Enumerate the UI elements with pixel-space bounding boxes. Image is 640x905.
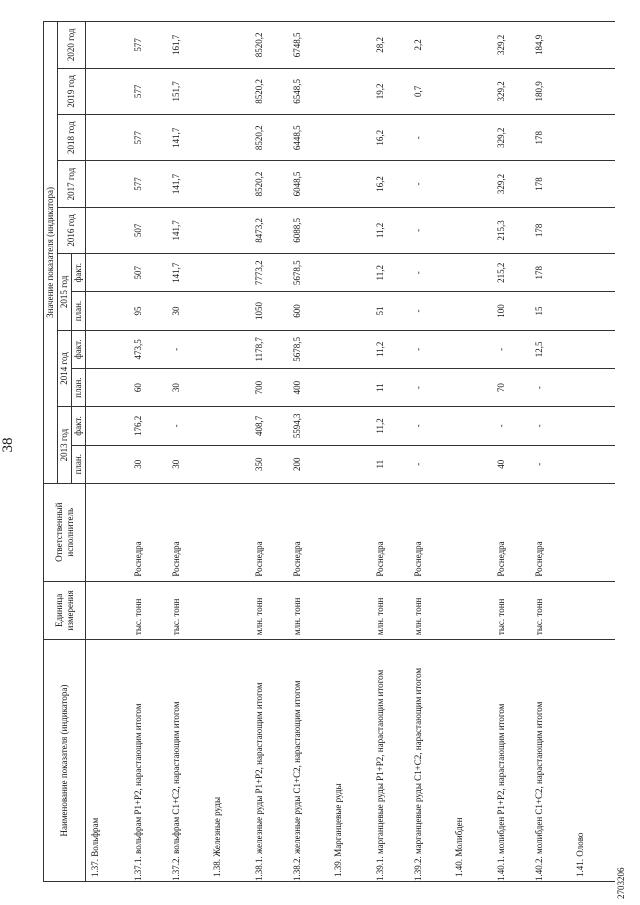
cell-2016: 8473,2 [252,207,291,253]
cell-2016 [450,207,494,253]
cell-2014-plan [329,368,373,406]
cell-2013-fact [450,407,494,445]
cell-2015-fact: 215,2 [494,254,533,292]
row-unit [86,581,131,639]
cell-2013-fact: - [494,407,533,445]
header-year-2016: 2016 год [58,207,86,253]
cell-2013-plan [329,445,373,483]
cell-2013-plan: - [411,445,450,483]
cell-2016: - [411,207,450,253]
header-unit: Единица измерения [44,581,86,639]
cell-2020: 577 [131,22,170,69]
cell-2013-fact: - [411,407,450,445]
cell-2013-fact [86,407,131,445]
cell-2015-fact: 5678,5 [290,254,329,292]
cell-2013-plan [208,445,252,483]
row-responsible: Роснедра [131,483,170,581]
cell-2014-plan: 60 [131,368,170,406]
cell-2014-plan [208,368,252,406]
row-name: 1.38.1. железные руды P1+P2, нарастающим итогом [252,640,291,882]
cell-2014-plan: 11 [373,368,412,406]
cell-2015-plan: 95 [131,292,170,330]
row-unit: тыс. тонн [494,581,533,639]
header-fact: факт. [72,254,86,292]
cell-2014-plan [571,368,615,406]
row-unit [571,581,615,639]
cell-2015-plan: - [411,292,450,330]
cell-2017: 141,7 [169,161,208,207]
cell-2015-fact: 141,7 [169,254,208,292]
cell-2015-plan: 30 [169,292,208,330]
cell-2018: 577 [131,115,170,161]
header-values: Значение показателя (индикатора) [44,22,58,484]
cell-2015-plan [86,292,131,330]
cell-2016 [329,207,373,253]
cell-2015-plan: 51 [373,292,412,330]
cell-2015-fact: 178 [532,254,571,292]
row-responsible [86,483,131,581]
cell-2019: 151,7 [169,68,208,114]
table-row [494,22,533,882]
row-name: 1.38. Железные руды [208,640,252,882]
row-name: 1.39.2. марганцевые руды C1+C2, нарастающим итогом [411,640,450,882]
cell-2014-plan: 30 [169,368,208,406]
cell-2019 [86,68,131,114]
cell-2018 [450,115,494,161]
table-row [532,22,571,882]
cell-2015-plan [450,292,494,330]
header-responsible: Ответственный исполнитель [44,483,86,581]
cell-2015-fact [208,254,252,292]
cell-2017: 178 [532,161,571,207]
cell-2013-plan: - [532,445,571,483]
cell-2015-plan [329,292,373,330]
row-name: 1.37.1. вольфрам P1+P2, нарастающим итогом [131,640,170,882]
header-year-2014: 2014 год [58,330,72,407]
table-row [290,22,329,882]
cell-2013-plan [571,445,615,483]
cell-2018 [329,115,373,161]
row-unit [208,581,252,639]
header-year-2013: 2013 год [58,407,72,484]
row-unit [450,581,494,639]
row-unit: тыс. тонн [169,581,208,639]
cell-2019: 0,7 [411,68,450,114]
cell-2016 [208,207,252,253]
header-fact: факт. [72,407,86,445]
cell-2014-fact: 12,5 [532,330,571,368]
cell-2020: 6748,5 [290,22,329,69]
cell-2018 [208,115,252,161]
cell-2013-plan [450,445,494,483]
cell-2014-fact [329,330,373,368]
cell-2018: 141,7 [169,115,208,161]
table-body [86,22,616,882]
cell-2016 [571,207,615,253]
table-row [169,22,208,882]
cell-2013-fact: - [532,407,571,445]
row-responsible: Роснедра [373,483,412,581]
row-name: 1.39. Марганцевые руды [329,640,373,882]
cell-2013-fact: - [169,407,208,445]
cell-2015-plan: 100 [494,292,533,330]
header-year-2017: 2017 год [58,161,86,207]
cell-2014-plan: - [411,368,450,406]
cell-2020 [208,22,252,69]
cell-2019: 329,2 [494,68,533,114]
cell-2020: 8520,2 [252,22,291,69]
cell-2017: 329,2 [494,161,533,207]
cell-2014-fact: 473,5 [131,330,170,368]
row-name: 1.37.2. вольфрам C1+C2, нарастающим итогом [169,640,208,882]
cell-2015-plan: 15 [532,292,571,330]
cell-2013-fact [571,407,615,445]
cell-2020: 184,9 [532,22,571,69]
header-plan: план. [72,368,86,406]
cell-2015-plan [571,292,615,330]
table-row [208,22,252,882]
cell-2015-plan: 600 [290,292,329,330]
table-row [450,22,494,882]
cell-2015-fact: 7773,2 [252,254,291,292]
cell-2020: 2,2 [411,22,450,69]
row-unit [329,581,373,639]
cell-2013-fact: 11,2 [373,407,412,445]
cell-2019 [329,68,373,114]
row-responsible: Роснедра [411,483,450,581]
cell-2017: 16,2 [373,161,412,207]
cell-2016: 6088,5 [290,207,329,253]
table-row [86,22,131,882]
cell-2016: 11,2 [373,207,412,253]
cell-2018: 329,2 [494,115,533,161]
cell-2019: 19,2 [373,68,412,114]
header-name: Наименование показателя (индикатора) [44,640,86,882]
cell-2013-fact: 408,7 [252,407,291,445]
cell-2018: 6448,5 [290,115,329,161]
cell-2020 [329,22,373,69]
cell-2014-fact: 11,2 [373,330,412,368]
row-unit: млн. тонн [411,581,450,639]
header-year-2018: 2018 год [58,115,86,161]
table-row [571,22,615,882]
row-responsible [571,483,615,581]
document-code: 2703206 [616,867,626,899]
cell-2017 [329,161,373,207]
row-unit: млн. тонн [290,581,329,639]
cell-2020 [86,22,131,69]
row-name: 1.41. Олово [571,640,615,882]
row-responsible: Роснедра [290,483,329,581]
cell-2016: 507 [131,207,170,253]
cell-2014-plan [86,368,131,406]
row-responsible [208,483,252,581]
cell-2015-fact [329,254,373,292]
cell-2013-fact: 176,2 [131,407,170,445]
cell-2017 [450,161,494,207]
cell-2018 [571,115,615,161]
cell-2016 [86,207,131,253]
cell-2013-plan: 350 [252,445,291,483]
cell-2014-fact: - [411,330,450,368]
cell-2020: 161,7 [169,22,208,69]
cell-2019 [208,68,252,114]
row-name: 1.40. Молибден [450,640,494,882]
cell-2015-fact: 11,2 [373,254,412,292]
cell-2013-plan: 200 [290,445,329,483]
row-name: 1.40.2. молибден C1+C2, нарастающим итогом [532,640,571,882]
cell-2013-fact [208,407,252,445]
cell-2016: 178 [532,207,571,253]
cell-2018: 8520,2 [252,115,291,161]
cell-2018 [86,115,131,161]
cell-2017: 577 [131,161,170,207]
table-row [131,22,170,882]
cell-2013-plan: 11 [373,445,412,483]
cell-2014-fact: 5678,5 [290,330,329,368]
cell-2013-plan [86,445,131,483]
cell-2020: 329,2 [494,22,533,69]
cell-2013-fact: 5594,3 [290,407,329,445]
cell-2015-fact [450,254,494,292]
row-name: 1.38.2. железные руды C1+C2, нарастающим итогом [290,640,329,882]
header-year-2015: 2015 год [58,254,72,331]
row-responsible [329,483,373,581]
cell-2014-fact: - [169,330,208,368]
table-row [411,22,450,882]
table-header [44,22,86,882]
row-responsible: Роснедра [169,483,208,581]
cell-2013-fact [329,407,373,445]
cell-2014-fact: - [494,330,533,368]
cell-2019: 180,9 [532,68,571,114]
row-unit: млн. тонн [373,581,412,639]
cell-2014-plan: - [532,368,571,406]
cell-2017: - [411,161,450,207]
page-number: 38 [0,437,16,453]
cell-2016: 141,7 [169,207,208,253]
cell-2014-plan: 400 [290,368,329,406]
cell-2015-fact [86,254,131,292]
cell-2014-plan: 70 [494,368,533,406]
table-row [329,22,373,882]
cell-2013-plan: 40 [494,445,533,483]
row-responsible [450,483,494,581]
cell-2014-plan: 700 [252,368,291,406]
cell-2015-plan: 1050 [252,292,291,330]
cell-2018: 16,2 [373,115,412,161]
cell-2015-fact: 507 [131,254,170,292]
cell-2016: 215,3 [494,207,533,253]
cell-2015-plan [208,292,252,330]
header-fact: факт. [72,330,86,368]
row-name: 1.40.1. молибден P1+P2, нарастающим итогом [494,640,533,882]
cell-2019 [571,68,615,114]
cell-2017 [208,161,252,207]
row-name: 1.37. Вольфрам [86,640,131,882]
row-responsible: Роснедра [532,483,571,581]
header-plan: план. [72,292,86,330]
cell-2013-plan: 30 [131,445,170,483]
row-responsible: Роснедра [252,483,291,581]
indicator-table [43,21,615,882]
row-name: 1.39.1. марганцевые руды P1+P2, нарастающим итогом [373,640,412,882]
cell-2014-fact [86,330,131,368]
header-plan: план. [72,445,86,483]
cell-2017 [86,161,131,207]
row-unit: тыс. тонн [131,581,170,639]
cell-2014-fact [450,330,494,368]
row-responsible: Роснедра [494,483,533,581]
table-row [252,22,291,882]
row-unit: тыс. тонн [532,581,571,639]
cell-2020: 28,2 [373,22,412,69]
cell-2014-fact: 1178,7 [252,330,291,368]
cell-2014-plan [450,368,494,406]
cell-2018: - [411,115,450,161]
cell-2017: 6048,5 [290,161,329,207]
cell-2017 [571,161,615,207]
cell-2019: 577 [131,68,170,114]
cell-2013-plan: 30 [169,445,208,483]
cell-2019: 8520,2 [252,68,291,114]
cell-2015-fact: - [411,254,450,292]
cell-2017: 8520,2 [252,161,291,207]
cell-2020 [450,22,494,69]
table-row [373,22,412,882]
cell-2018: 178 [532,115,571,161]
cell-2020 [571,22,615,69]
cell-2014-fact [208,330,252,368]
cell-2019: 6548,5 [290,68,329,114]
cell-2019 [450,68,494,114]
header-year-2020: 2020 год [58,22,86,69]
cell-2015-fact [571,254,615,292]
header-year-2019: 2019 год [58,68,86,114]
cell-2014-fact [571,330,615,368]
row-unit: млн. тонн [252,581,291,639]
